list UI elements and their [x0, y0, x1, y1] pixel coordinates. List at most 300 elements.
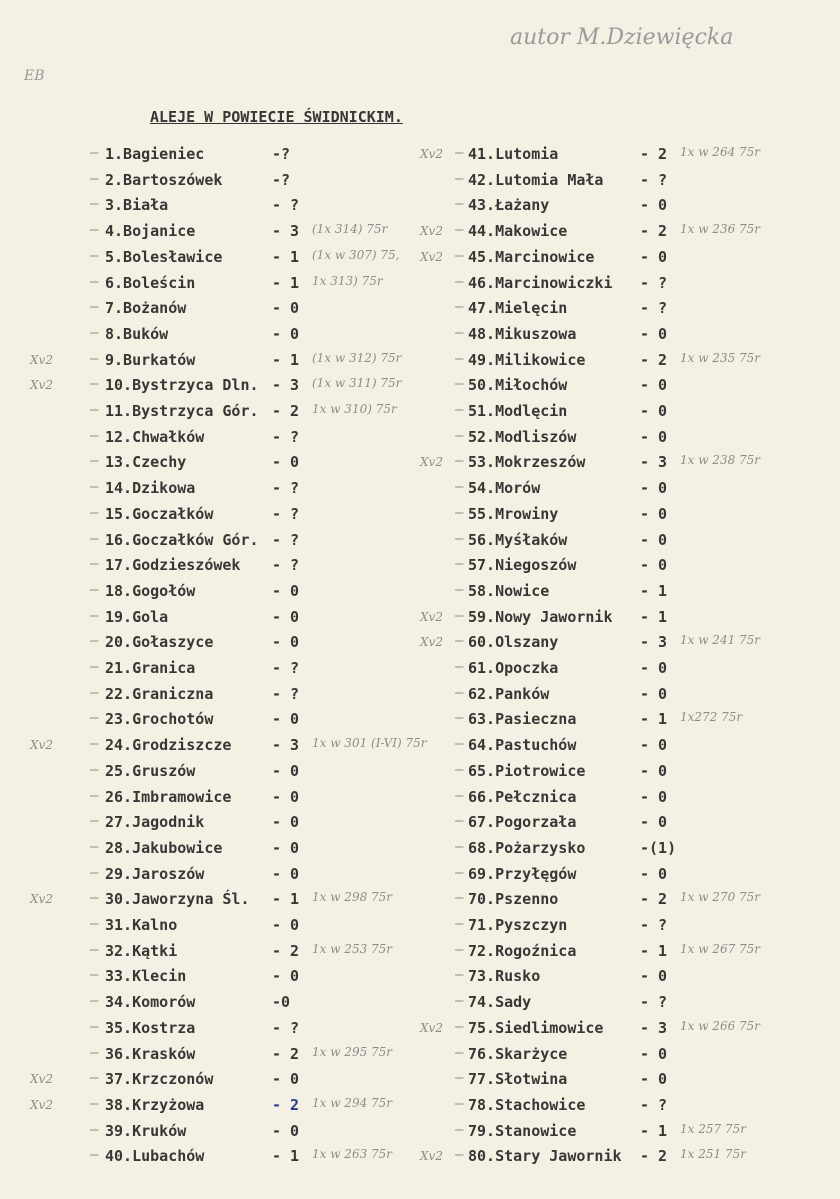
list-item — [0, 659, 840, 681]
tick-mark: – — [90, 556, 99, 573]
village-name: 29.Jaroszów — [105, 864, 205, 883]
list-item — [0, 788, 840, 810]
village-name: 79.Stanowice — [468, 1121, 577, 1140]
tick-mark: – — [455, 350, 464, 367]
alley-count: - 0 — [640, 761, 668, 780]
tick-mark: – — [90, 376, 99, 393]
tick-mark: – — [455, 864, 464, 881]
list-item — [0, 942, 840, 964]
village-name: 72.Rogoźnica — [468, 941, 577, 960]
tick-mark: – — [90, 710, 99, 727]
village-name: 52.Modliszów — [468, 427, 577, 446]
tick-mark: – — [90, 1121, 99, 1138]
alley-count: - 2 — [640, 222, 668, 241]
handwritten-note: 1x w 263 75r — [312, 1147, 393, 1162]
list-item — [0, 710, 840, 732]
village-name: 14.Dzikowa — [105, 479, 196, 498]
alley-count: - ? — [640, 993, 668, 1012]
alley-count: - 0 — [272, 710, 300, 729]
alley-count: - 2 — [640, 890, 668, 909]
tick-mark: – — [90, 967, 99, 984]
village-name: 8.Buków — [105, 324, 169, 343]
tick-mark: – — [90, 633, 99, 650]
tick-mark: – — [90, 273, 99, 290]
village-name: 80.Stary Jawornik — [468, 1147, 622, 1166]
tick-mark: – — [455, 145, 464, 161]
list-item — [0, 1096, 840, 1118]
handwritten-note: 1x 257 75r — [680, 1121, 746, 1136]
village-name: 33.Klecin — [105, 967, 187, 986]
tick-mark: – — [455, 941, 464, 958]
tick-mark: – — [90, 196, 99, 213]
list-item — [0, 325, 840, 347]
handwritten-note: 1x w 267 75r — [680, 941, 761, 956]
village-name: 60.Olszany — [468, 633, 559, 652]
handwritten-note: 1x w 270 75r — [680, 890, 761, 905]
list-item — [0, 813, 840, 835]
tick-mark: – — [90, 504, 99, 521]
margin-annotation: Xv2 — [30, 1072, 53, 1087]
tick-mark: – — [455, 838, 464, 855]
handwritten-note: 1x272 75r — [680, 710, 743, 725]
village-name: 62.Panków — [468, 684, 550, 703]
list-item — [0, 145, 840, 167]
tick-mark: – — [455, 813, 464, 830]
village-name: 41.Lutomia — [468, 145, 559, 163]
village-name: 9.Burkatów — [105, 350, 196, 369]
tick-mark: – — [455, 736, 464, 753]
document-title: ALEJE W POWIECIE ŚWIDNICKIM. — [150, 108, 403, 126]
village-name: 70.Pszenno — [468, 890, 559, 909]
village-name: 66.Pełcznica — [468, 787, 577, 806]
village-name: 25.Gruszów — [105, 761, 196, 780]
village-name: 12.Chwałków — [105, 427, 205, 446]
village-name: 44.Makowice — [468, 222, 568, 241]
handwritten-note: 1x w 253 75r — [312, 941, 393, 956]
margin-annotation: Xv2 — [30, 892, 53, 907]
margin-annotation: Xv2 — [420, 1149, 443, 1164]
village-name: 3.Biała — [105, 196, 169, 215]
tick-mark: – — [455, 581, 464, 598]
alley-count: - 0 — [272, 864, 300, 883]
handwritten-note: 1x w 266 75r — [680, 1018, 761, 1033]
tick-mark: – — [455, 324, 464, 341]
village-name: 53.Mokrzeszów — [468, 453, 586, 472]
list-item — [0, 736, 840, 758]
tick-mark: – — [455, 1121, 464, 1138]
tick-mark: – — [455, 993, 464, 1010]
alley-count: - 0 — [640, 813, 668, 832]
tick-mark: – — [455, 273, 464, 290]
village-name: 74.Sady — [468, 993, 532, 1012]
village-name: 35.Kostrza — [105, 1018, 196, 1037]
alley-count: - ? — [640, 1095, 668, 1114]
tick-mark: – — [455, 376, 464, 393]
alley-count: -? — [272, 170, 291, 189]
alley-count: - ? — [272, 196, 300, 215]
village-name: 42.Lutomia Mała — [468, 170, 604, 189]
alley-count: - ? — [640, 273, 668, 292]
village-name: 51.Modlęcin — [468, 402, 568, 420]
village-name: 58.Nowice — [468, 581, 550, 600]
list-item — [0, 196, 840, 218]
tick-mark: – — [90, 479, 99, 496]
list-item — [0, 531, 840, 553]
alley-count: - 2 — [272, 1044, 300, 1063]
alley-count: - 0 — [640, 530, 668, 549]
alley-count: - 3 — [640, 1018, 668, 1037]
tick-mark: – — [90, 1018, 99, 1035]
village-name: 64.Pastuchów — [468, 736, 577, 755]
alley-count: - 2 — [640, 1147, 668, 1166]
tick-mark: – — [90, 1095, 99, 1112]
alley-count: - 0 — [272, 838, 300, 857]
margin-annotation: Xv2 — [420, 455, 443, 470]
tick-mark: – — [455, 607, 464, 624]
tick-mark: – — [455, 196, 464, 213]
alley-count: - 0 — [640, 787, 668, 806]
tick-mark: – — [455, 222, 464, 239]
author-signature: autor M.Dziewięcka — [510, 25, 734, 50]
handwritten-note: 1x w 301 (I-VI) 75r — [312, 736, 427, 751]
tick-mark: – — [455, 1095, 464, 1112]
tick-mark: – — [90, 736, 99, 753]
alley-count: - ? — [272, 427, 300, 446]
tick-mark: – — [90, 1147, 99, 1164]
handwritten-note: (1x w 311) 75r — [312, 376, 402, 391]
handwritten-note: (1x 314) 75r — [312, 222, 388, 237]
alley-count: - 1 — [640, 581, 668, 600]
village-name: 34.Komorów — [105, 993, 196, 1012]
tick-mark: – — [455, 247, 464, 264]
tick-mark: – — [90, 761, 99, 778]
village-name: 67.Pogorzała — [468, 813, 577, 832]
tick-mark: – — [90, 530, 99, 547]
margin-annotation: Xv2 — [420, 1020, 443, 1035]
margin-annotation: Xv2 — [30, 378, 53, 393]
list-item — [0, 299, 840, 321]
alley-count: - 0 — [272, 324, 300, 343]
alley-count: - 0 — [272, 453, 300, 472]
tick-mark: – — [90, 787, 99, 804]
list-item — [0, 890, 840, 912]
alley-count: - 1 — [640, 607, 668, 626]
tick-mark: – — [455, 453, 464, 470]
village-name: 16.Goczałków Gór. — [105, 530, 259, 549]
village-name: 40.Lubachów — [105, 1147, 205, 1166]
list-item — [0, 633, 840, 655]
village-name: 68.Pożarzysko — [468, 838, 586, 857]
village-name: 71.Pyszczyn — [468, 916, 568, 934]
alley-count: - 0 — [272, 633, 300, 652]
margin-annotation: Xv2 — [420, 609, 443, 624]
list-item — [0, 556, 840, 578]
tick-mark: – — [90, 864, 99, 881]
list-item — [0, 582, 840, 604]
tick-mark: – — [455, 1044, 464, 1061]
alley-count: - 3 — [640, 633, 668, 652]
village-name: 31.Kalno — [105, 916, 178, 934]
alley-count: - ? — [272, 1018, 300, 1037]
tick-mark: – — [455, 556, 464, 573]
margin-annotation: Xv2 — [420, 635, 443, 650]
tick-mark: – — [90, 324, 99, 341]
village-name: 1.Bagieniec — [105, 145, 205, 163]
village-name: 2.Bartoszówek — [105, 170, 223, 189]
tick-mark: – — [90, 1044, 99, 1061]
alley-count: - 0 — [272, 1121, 300, 1140]
alley-count: - 0 — [640, 324, 668, 343]
alley-count: - 0 — [640, 1044, 668, 1063]
tick-mark: – — [90, 1070, 99, 1087]
village-name: 48.Mikuszowa — [468, 324, 577, 343]
tick-mark: – — [90, 659, 99, 675]
list-item — [0, 428, 840, 450]
alley-count: - 0 — [272, 916, 300, 934]
tick-mark: – — [455, 530, 464, 547]
village-name: 65.Piotrowice — [468, 761, 586, 780]
alley-count: - 3 — [640, 453, 668, 472]
handwritten-note: 1x w 236 75r — [680, 222, 761, 237]
list-item — [0, 479, 840, 501]
village-name: 49.Milikowice — [468, 350, 586, 369]
tick-mark: – — [455, 299, 464, 316]
alley-count: - ? — [272, 684, 300, 703]
alley-count: - 0 — [272, 607, 300, 626]
village-name: 28.Jakubowice — [105, 838, 223, 857]
tick-mark: – — [90, 838, 99, 855]
alley-count: - ? — [640, 916, 668, 934]
alley-count: - 1 — [640, 710, 668, 729]
village-name: 78.Stachowice — [468, 1095, 586, 1114]
tick-mark: – — [90, 813, 99, 830]
alley-count: - 0 — [272, 761, 300, 780]
alley-count: - 1 — [272, 350, 300, 369]
alley-count: - 0 — [640, 1070, 668, 1089]
alley-count: - 2 — [640, 145, 668, 163]
list-item — [0, 351, 840, 373]
alley-count: - 2 — [272, 941, 300, 960]
village-name: 27.Jagodnik — [105, 813, 205, 832]
alley-count: - 0 — [640, 684, 668, 703]
tick-mark: – — [90, 247, 99, 264]
village-name: 18.Gogołów — [105, 581, 196, 600]
village-name: 22.Graniczna — [105, 684, 214, 703]
list-item — [0, 1045, 840, 1067]
village-name: 75.Siedlimowice — [468, 1018, 604, 1037]
list-item — [0, 248, 840, 270]
village-name: 30.Jaworzyna Śl. — [105, 890, 250, 909]
alley-count: - 0 — [640, 196, 668, 215]
alley-count: - 0 — [272, 299, 300, 318]
alley-count: - 1 — [640, 941, 668, 960]
village-name: 54.Morów — [468, 479, 541, 498]
tick-mark: – — [90, 453, 99, 470]
list-item — [0, 685, 840, 707]
tick-mark: – — [90, 299, 99, 316]
village-name: 20.Gołaszyce — [105, 633, 214, 652]
list-item — [0, 916, 840, 938]
village-name: 59.Nowy Jawornik — [468, 607, 613, 626]
tick-mark: – — [455, 633, 464, 650]
alley-count: - 3 — [272, 222, 300, 241]
village-name: 61.Opoczka — [468, 659, 559, 677]
tick-mark: – — [90, 170, 99, 187]
alley-count: - ? — [272, 530, 300, 549]
village-name: 77.Słotwina — [468, 1070, 568, 1089]
alley-count: - 0 — [640, 736, 668, 755]
alley-count: - 0 — [272, 813, 300, 832]
tick-mark: – — [90, 607, 99, 624]
tick-mark: – — [455, 479, 464, 496]
handwritten-note: 1x w 235 75r — [680, 350, 761, 365]
tick-mark: – — [455, 967, 464, 984]
tick-mark: – — [90, 402, 99, 418]
margin-annotation: Xv2 — [30, 1097, 53, 1112]
tick-mark: – — [455, 916, 464, 932]
handwritten-note: 1x w 238 75r — [680, 453, 761, 468]
alley-count: - 2 — [640, 350, 668, 369]
alley-count: - 3 — [272, 376, 300, 395]
list-item — [0, 171, 840, 193]
handwritten-note: 1x w 241 75r — [680, 633, 761, 648]
alley-count: - 2 — [272, 402, 300, 420]
tick-mark: – — [455, 1018, 464, 1035]
tick-mark: – — [455, 170, 464, 187]
handwritten-note: 1x w 310) 75r — [312, 402, 397, 416]
alley-count: - 1 — [640, 1121, 668, 1140]
village-name: 36.Krasków — [105, 1044, 196, 1063]
tick-mark: – — [455, 659, 464, 675]
margin-annotation: Xv2 — [30, 738, 53, 753]
handwritten-note: 1x 251 75r — [680, 1147, 746, 1162]
village-name: 23.Grochotów — [105, 710, 214, 729]
alley-count: - 0 — [640, 247, 668, 266]
alley-count: - ? — [272, 659, 300, 677]
list-item — [0, 865, 840, 887]
list-item — [0, 839, 840, 861]
village-name: 13.Czechy — [105, 453, 187, 472]
village-name: 7.Bożanów — [105, 299, 187, 318]
margin-annotation: Xv2 — [420, 249, 443, 264]
alley-count: - 0 — [640, 556, 668, 575]
alley-count: - 2 — [272, 1095, 300, 1114]
list-item — [0, 608, 840, 630]
tick-mark: – — [455, 761, 464, 778]
alley-count: - ? — [640, 170, 668, 189]
tick-mark: – — [90, 993, 99, 1010]
margin-annotation: Xv2 — [420, 147, 443, 161]
tick-mark: – — [90, 916, 99, 932]
list-item — [0, 762, 840, 784]
alley-count: - 0 — [640, 479, 668, 498]
alley-count: - 0 — [272, 787, 300, 806]
list-item — [0, 274, 840, 296]
tick-mark: – — [455, 427, 464, 444]
tick-mark: – — [455, 710, 464, 727]
village-name: 5.Bolesławice — [105, 247, 223, 266]
handwritten-note: 1x w 298 75r — [312, 890, 393, 905]
alley-count: - 0 — [640, 864, 668, 883]
village-name: 17.Godzieszówek — [105, 556, 241, 575]
tick-mark: – — [455, 787, 464, 804]
alley-count: -? — [272, 145, 291, 163]
village-name: 50.Miłochów — [468, 376, 568, 395]
alley-count: - 0 — [640, 402, 668, 420]
tick-mark: – — [90, 684, 99, 701]
tick-mark: – — [455, 402, 464, 418]
alley-count: - ? — [272, 504, 300, 523]
alley-count: - 0 — [272, 1070, 300, 1089]
alley-count: - 1 — [272, 247, 300, 266]
alley-count: -(1) — [640, 838, 677, 857]
village-name: 57.Niegoszów — [468, 556, 577, 575]
village-name: 39.Kruków — [105, 1121, 187, 1140]
margin-mark: EB — [24, 68, 45, 84]
list-item — [0, 967, 840, 989]
list-item — [0, 222, 840, 244]
alley-count: - 0 — [272, 967, 300, 986]
handwritten-note: 1x w 294 75r — [312, 1095, 393, 1110]
alley-count: - 3 — [272, 736, 300, 755]
village-name: 37.Krzczonów — [105, 1070, 214, 1089]
list-item — [0, 402, 840, 424]
alley-count: - 0 — [640, 427, 668, 446]
list-item — [0, 1019, 840, 1041]
alley-count: - ? — [272, 556, 300, 575]
tick-mark: – — [455, 1070, 464, 1087]
margin-annotation: Xv2 — [30, 352, 53, 367]
handwritten-note: 1x w 264 75r — [680, 145, 761, 159]
tick-mark: – — [90, 427, 99, 444]
list-item — [0, 1070, 840, 1092]
tick-mark: – — [90, 350, 99, 367]
village-name: 46.Marcinowiczki — [468, 273, 613, 292]
alley-count: - ? — [272, 479, 300, 498]
village-name: 56.Myśłaków — [468, 530, 568, 549]
alley-count: - 1 — [272, 1147, 300, 1166]
tick-mark: – — [90, 145, 99, 161]
village-name: 55.Mrowiny — [468, 504, 559, 523]
village-name: 45.Marcinowice — [468, 247, 595, 266]
tick-mark: – — [90, 890, 99, 907]
tick-mark: – — [455, 1147, 464, 1164]
village-name: 69.Przyłęgów — [468, 864, 577, 883]
margin-annotation: Xv2 — [420, 224, 443, 239]
list-item — [0, 993, 840, 1015]
village-name: 19.Gola — [105, 607, 169, 626]
tick-mark: – — [90, 941, 99, 958]
village-name: 76.Skarżyce — [468, 1044, 568, 1063]
handwritten-note: (1x w 312) 75r — [312, 350, 402, 365]
tick-mark: – — [455, 684, 464, 701]
list-item — [0, 376, 840, 398]
village-name: 38.Krzyżowa — [105, 1095, 205, 1114]
alley-count: -0 — [272, 993, 291, 1012]
handwritten-note: (1x w 307) 75, — [312, 247, 400, 262]
alley-count: - 0 — [272, 581, 300, 600]
village-name: 47.Mielęcin — [468, 299, 568, 318]
list-item — [0, 1147, 840, 1169]
tick-mark: – — [455, 890, 464, 907]
tick-mark: – — [90, 581, 99, 598]
alley-count: - 1 — [272, 273, 300, 292]
village-name: 26.Imbramowice — [105, 787, 232, 806]
alley-count: - 0 — [640, 376, 668, 395]
alley-count: - ? — [640, 299, 668, 318]
list-item — [0, 453, 840, 475]
village-name: 6.Boleścin — [105, 273, 196, 292]
